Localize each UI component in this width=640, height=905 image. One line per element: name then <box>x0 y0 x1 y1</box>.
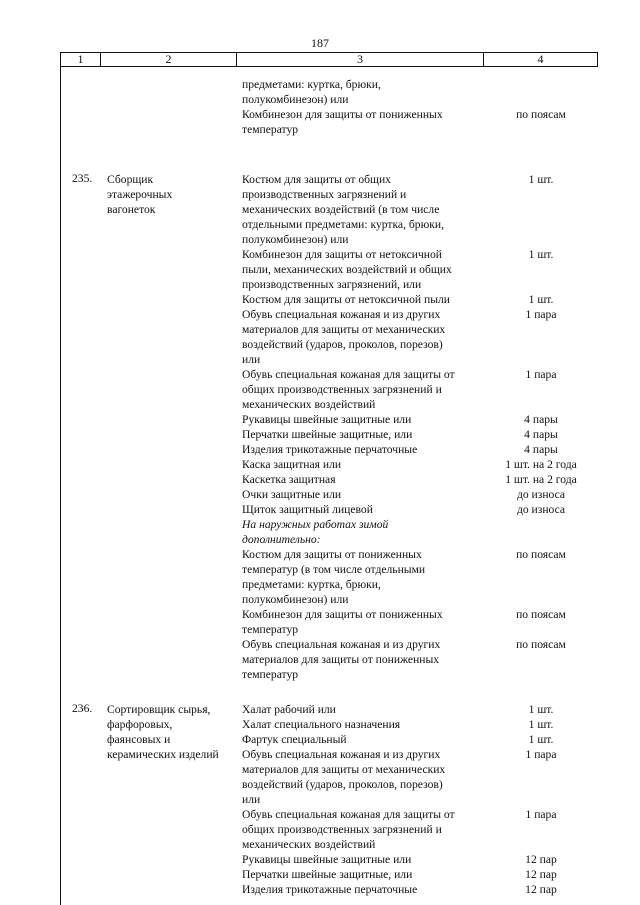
ppe-item-line: или <box>242 353 261 366</box>
ppe-item <box>242 702 492 717</box>
ppe-item-line: механических воздействий <box>242 398 376 411</box>
ppe-item <box>242 472 492 487</box>
ppe-item-line: производственных загрязнений, или <box>242 278 422 291</box>
ppe-item-line: предметами: куртка, брюки, <box>242 78 381 91</box>
ppe-item <box>242 747 492 807</box>
ppe-item-line: общих производственных загрязнений и <box>242 823 442 836</box>
occupation-name <box>107 172 237 217</box>
ppe-item <box>242 367 492 412</box>
issue-norm: по поясам <box>516 608 566 621</box>
ppe-item <box>242 637 492 682</box>
ppe-item-line: На наружных работах зимой <box>242 518 389 531</box>
ppe-item-line: Обувь специальная кожаная и из других <box>242 308 441 321</box>
issue-norm: 1 шт. <box>528 173 554 186</box>
issue-norm: по поясам <box>516 548 566 561</box>
issue-norm: 1 пара <box>525 368 557 381</box>
entry-number: 235. <box>72 172 93 185</box>
ppe-item-line: воздействий (ударов, проколов, порезов) <box>242 778 443 791</box>
issue-norm: до износа <box>516 488 566 501</box>
occupation-line: этажерочных <box>107 188 173 201</box>
occupation-line: керамических изделий <box>107 748 219 761</box>
column-header-row <box>61 53 598 67</box>
ppe-item-line: Изделия трикотажные перчаточные <box>242 443 418 456</box>
column-header-3: 3 <box>237 53 484 67</box>
ppe-item <box>242 867 492 882</box>
issue-norm: по поясам <box>516 638 566 651</box>
occupation-line: фарфоровых, <box>107 718 173 731</box>
occupation-line: Сортировщик сырья, <box>107 703 211 716</box>
ppe-item <box>242 852 492 867</box>
ppe-item-line: температур <box>242 123 299 136</box>
ppe-item-line: Перчатки швейные защитные, или <box>242 428 413 441</box>
issue-norm: 1 шт. <box>528 293 554 306</box>
column-header-4: 4 <box>484 53 598 67</box>
ppe-item <box>242 292 492 307</box>
ppe-item-line: температур (в том числе отдельными <box>242 563 426 576</box>
ppe-item-line: Рукавицы швейные защитные или <box>242 853 412 866</box>
column-header-1: 1 <box>61 53 101 67</box>
ppe-item-line: Костюм для защиты от пониженных <box>242 548 422 561</box>
issue-norm: до износа <box>516 503 566 516</box>
ppe-item-line: производственных загрязнений и <box>242 188 407 201</box>
issue-norm: 1 шт. на 2 года <box>505 458 577 471</box>
ppe-item <box>242 77 492 107</box>
ppe-item-line: полукомбинезон) или <box>242 593 349 606</box>
issue-norm: 1 пара <box>525 748 557 761</box>
issue-norm: 4 пары <box>524 413 558 426</box>
ppe-item <box>242 172 492 247</box>
ppe-item-line: Очки защитные или <box>242 488 342 501</box>
issue-norm: 1 пара <box>525 308 557 321</box>
ppe-item-line: пыли, механических воздействий и общих <box>242 263 452 276</box>
issue-norm: 1 пара <box>525 808 557 821</box>
ppe-item-line: материалов для защиты от механических <box>242 323 446 336</box>
issue-norm: по поясам <box>516 108 566 121</box>
ppe-item-line: Обувь специальная кожаная и из других <box>242 638 441 651</box>
issue-norm: 1 шт. на 2 года <box>505 473 577 486</box>
ppe-item <box>242 502 492 517</box>
ppe-item-line: Щиток защитный лицевой <box>242 503 373 516</box>
issue-norm: 4 пары <box>524 443 558 456</box>
ppe-item <box>242 732 492 747</box>
ppe-item <box>242 247 492 292</box>
occupation-line: Сборщик <box>107 173 154 186</box>
ppe-item-line: Каска защитная или <box>242 458 342 471</box>
ppe-item <box>242 457 492 472</box>
issue-norm: 12 пар <box>525 883 557 896</box>
ppe-item <box>242 807 492 852</box>
ppe-item-line: или <box>242 793 261 806</box>
ppe-item-line: предметами: куртка, брюки, <box>242 578 381 591</box>
ppe-item <box>242 427 492 442</box>
issue-norm: 12 пар <box>525 853 557 866</box>
ppe-item <box>242 487 492 502</box>
issue-norm: 1 шт. <box>528 248 554 261</box>
ppe-item-line: механических воздействий (в том числе <box>242 203 440 216</box>
left-border-line <box>60 66 61 905</box>
ppe-item <box>242 107 492 137</box>
note-text <box>242 517 492 547</box>
ppe-item-line: температур <box>242 623 299 636</box>
entry-number: 236. <box>72 702 93 715</box>
occupation-line: вагонеток <box>107 203 156 216</box>
ppe-item-line: Перчатки швейные защитные, или <box>242 868 413 881</box>
ppe-item-line: полукомбинезон) или <box>242 233 349 246</box>
ppe-item-line: полукомбинезон) или <box>242 93 349 106</box>
ppe-item-line: материалов для защиты от пониженных <box>242 653 440 666</box>
ppe-item-line: Халат рабочий или <box>242 703 336 716</box>
ppe-item-line: воздействий (ударов, проколов, порезов) <box>242 338 443 351</box>
ppe-item <box>242 607 492 637</box>
ppe-item <box>242 307 492 367</box>
ppe-item-line: Комбинезон для защиты от пониженных <box>242 608 443 621</box>
ppe-item-line: Изделия трикотажные перчаточные <box>242 883 418 896</box>
ppe-item <box>242 882 492 897</box>
ppe-item-line: Фартук специальный <box>242 733 347 746</box>
page-number: 187 <box>311 36 329 50</box>
ppe-item-line: Обувь специальная кожаная и из других <box>242 748 441 761</box>
ppe-item-line: Каскетка защитная <box>242 473 336 486</box>
ppe-item-line: дополнительно: <box>242 533 321 546</box>
column-header-table <box>60 52 598 67</box>
ppe-item-line: механических воздействий <box>242 838 376 851</box>
ppe-item <box>242 717 492 732</box>
ppe-item-line: Костюм для защиты от нетоксичной пыли <box>242 293 451 306</box>
issue-norm: 1 шт. <box>528 718 554 731</box>
column-header-2: 2 <box>101 53 237 67</box>
ppe-item-line: материалов для защиты от механических <box>242 763 446 776</box>
ppe-item-line: отдельными предметами: куртка, брюки, <box>242 218 444 231</box>
occupation-name <box>107 702 237 762</box>
ppe-item-line: Костюм для защиты от общих <box>242 173 391 186</box>
ppe-item-line: Халат специального назначения <box>242 718 401 731</box>
ppe-item-line: Обувь специальная кожаная для защиты от <box>242 808 455 821</box>
issue-norm: 1 шт. <box>528 733 554 746</box>
ppe-item <box>242 442 492 457</box>
ppe-item-line: Обувь специальная кожаная для защиты от <box>242 368 455 381</box>
issue-norm: 12 пар <box>525 868 557 881</box>
ppe-item <box>242 547 492 607</box>
ppe-item-line: Комбинезон для защиты от нетоксичной <box>242 248 443 261</box>
ppe-item-line: температур <box>242 668 299 681</box>
ppe-item-line: Рукавицы швейные защитные или <box>242 413 412 426</box>
ppe-item <box>242 412 492 427</box>
ppe-item-line: Комбинезон для защиты от пониженных <box>242 108 443 121</box>
ppe-item-line: общих производственных загрязнений и <box>242 383 442 396</box>
issue-norm: 4 пары <box>524 428 558 441</box>
issue-norm: 1 шт. <box>528 703 554 716</box>
occupation-line: фаянсовых и <box>107 733 171 746</box>
